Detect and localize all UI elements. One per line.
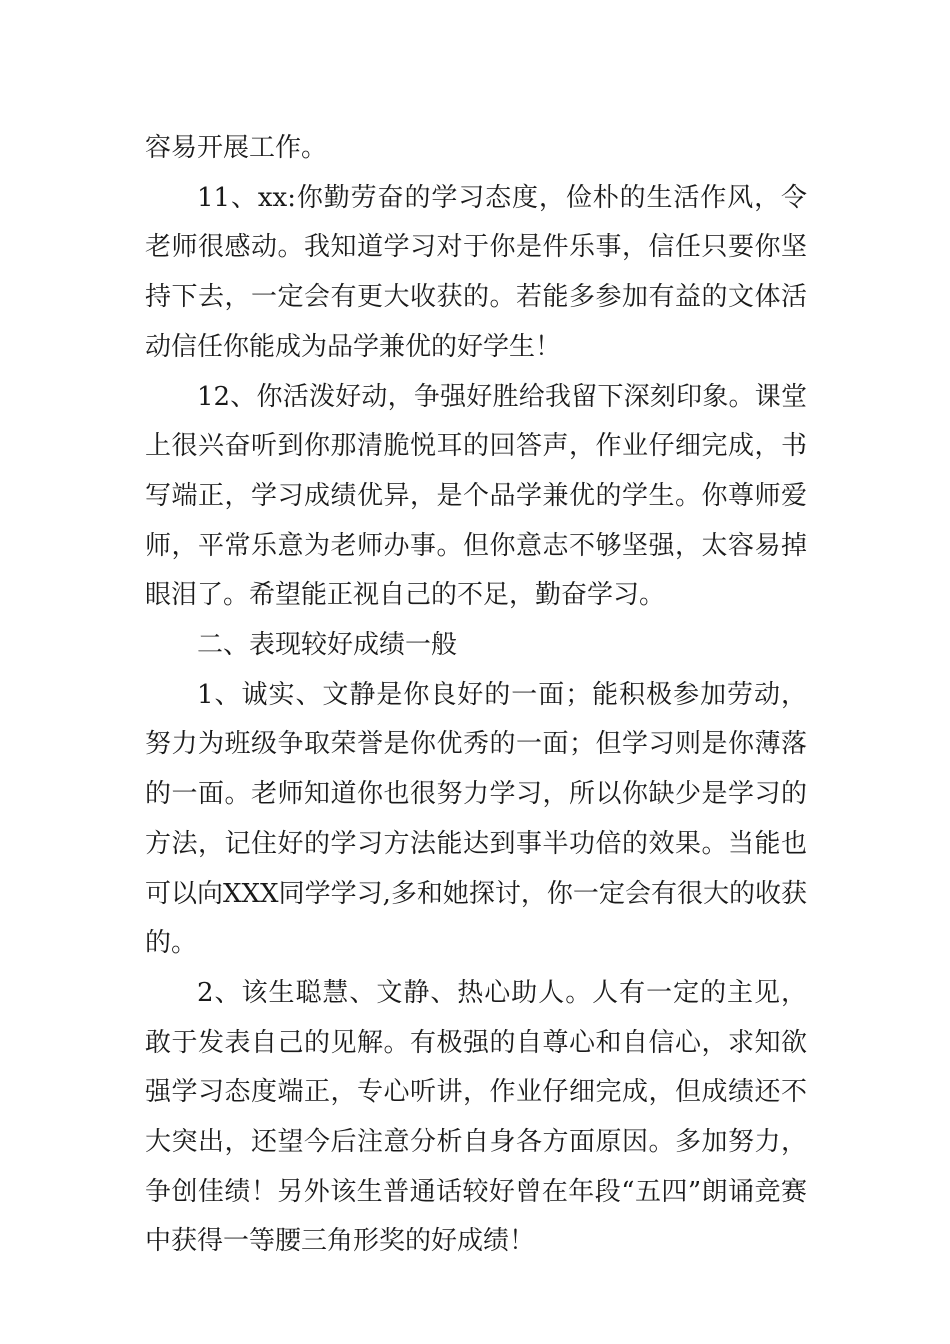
section-heading: 二、表现较好成绩一般 (197, 630, 458, 661)
document-body (145, 124, 807, 1267)
paragraph-comment-12: 12、你活泼好动，争强好胜给我留下深刻印象。课堂上很兴奋听到你那清脆悦耳的回答声，作业仔细完成，书写端正，学习成绩优异，是个品学兼优的学生。你尊师爱师，平常乐意为老师办事。但你意志不够坚强，太容易掉眼泪了。希望能正视自己的不足，勤奋学习。 (145, 381, 807, 611)
paragraph-comment-1: 1、诚实、文静是你良好的一面；能积极参加劳动，努力为班级争取荣誉是你优秀的一面；但学习则是你薄落的一面。老师知道你也很努力学习，所以你缺少是学习的方法，记住好的学习方法能达到事半功倍的效果。当能也可以向XXX同学学习,多和她探讨，你一定会有很大的收获的。 (145, 679, 807, 959)
paragraph-comment-11: 11、xx:你勤劳奋的学习态度，俭朴的生活作风，令老师很感动。我知道学习对于你是件乐事，信任只要你坚持下去，一定会有更大收获的。若能多参加有益的文体活动信任你能成为品学兼优的好学生！ (145, 182, 807, 362)
paragraph-comment-2: 2、该生聪慧、文静、热心助人。人有一定的主见，敢于发表自己的见解。有极强的自尊心和自信心，求知欲强学习态度端正，专心听讲，作业仔细完成，但成绩还不大突出，还望今后注意分析自身各方面原因。多加努力，争创佳绩！另外该生普通话较好曾在年段“五四”朗诵竞赛中获得一等腰三角形奖的好成绩！ (145, 977, 807, 1257)
paragraph-continuation: 容易开展工作。 (145, 133, 328, 163)
